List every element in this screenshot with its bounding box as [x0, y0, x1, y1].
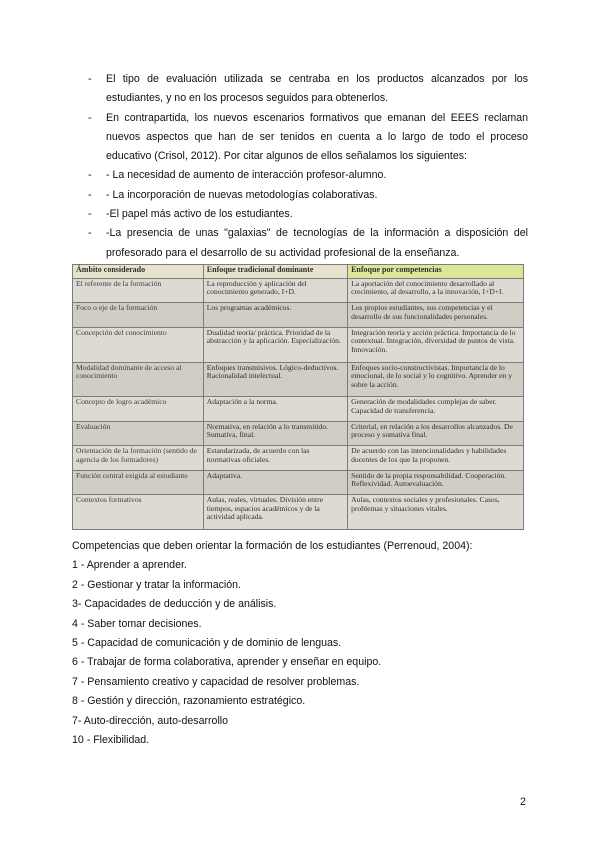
list-item: 5 - Capacidad de comunicación y de dominio de lenguas. — [72, 637, 342, 650]
bullet-marker: - — [88, 208, 92, 221]
bullet-text: -La presencia de unas "galaxias" de tecnologías de la información a disposición del profesorado para el desarrollo de su actividad profesional de la enseñanza. — [106, 227, 528, 259]
table-row — [73, 279, 524, 303]
table-row — [73, 446, 524, 470]
table-cell: Adaptativa. — [203, 470, 347, 494]
table-cell: Función central exigida al estudiante — [73, 470, 204, 494]
header-competencias: Enfoque por competencias — [348, 265, 524, 279]
bullet-item — [88, 166, 528, 185]
table-cell: Sentido de la propia responsabilidad. Cooperación. Reflexividad. Autoevaluación. — [348, 470, 524, 494]
list-item: 3- Capacidades de deducción y de análisis. — [72, 598, 277, 611]
table-cell: Modalidad dominante de acceso al conocimiento — [73, 362, 204, 397]
table-row — [73, 397, 524, 421]
header-ambito: Ámbito considerado — [73, 265, 204, 279]
bullet-marker: - — [88, 169, 92, 182]
bullet-list — [88, 70, 528, 263]
bullet-marker: - — [88, 111, 92, 124]
table-cell: De acuerdo con las intencionalidades y habilidades docentes de los que la proponen. — [348, 446, 524, 470]
bullet-marker: - — [88, 73, 92, 85]
bullet-text: -El papel más activo de los estudiantes. — [106, 208, 293, 221]
table-row — [73, 495, 524, 530]
table-cell: Concepción del conocimiento — [73, 327, 204, 362]
table-cell: Estandarizada, de acuerdo con las normativas oficiales. — [203, 446, 347, 470]
bullet-text: El tipo de evaluación utilizada se centraba en los productos alcanzados por los estudiantes, y no en los procesos seguidos para obtenerlos. — [106, 73, 528, 105]
list-item: 2 - Gestionar y tratar la información. — [72, 578, 241, 591]
competencias-section — [72, 537, 532, 750]
bullet-item — [88, 224, 528, 263]
table-cell: La reproducción y aplicación del conocimiento generado, I+D. — [203, 279, 347, 303]
table-cell: Los programas académicos. — [203, 303, 347, 327]
table-cell: Los propios estudiantes, sus competencias y el desarrollo de sus funcionalidades personales. — [348, 303, 524, 327]
table-row — [73, 327, 524, 362]
bullet-text: - La incorporación de nuevas metodologías colaborativas. — [106, 188, 378, 201]
table-cell: Orientación de la formación (sentido de agencia de los formadores) — [73, 446, 204, 470]
table-row — [73, 303, 524, 327]
table-cell: Adaptación a la norma. — [203, 397, 347, 421]
list-item: 6 - Trabajar de forma colaborativa, aprender y enseñar en equipo. — [72, 656, 382, 669]
list-item: 10 - Flexibilidad. — [72, 734, 150, 747]
table-cell: Normativa, en relación a lo transmitido. Sumativa, final. — [203, 421, 347, 445]
bullet-item — [88, 70, 528, 109]
page-number: 2 — [520, 796, 526, 808]
competencias-intro: Competencias que deben orientar la formación de los estudiantes (Perrenoud, 2004): — [72, 540, 473, 552]
comparison-table — [72, 264, 524, 530]
bullet-text: - La necesidad de aumento de interacción profesor-alumno. — [106, 169, 387, 182]
table-cell: Generación de modalidades complejas de saber. Capacidad de transferencia. — [348, 397, 524, 421]
table-cell: El referente de la formación — [73, 279, 204, 303]
table-cell: Evaluación — [73, 421, 204, 445]
list-item: 8 - Gestión y dirección, razonamiento estratégico. — [72, 695, 306, 708]
list-item: 4 - Saber tomar decisiones. — [72, 617, 202, 630]
bullet-marker: - — [88, 227, 92, 240]
list-item: 7 - Pensamiento creativo y capacidad de resolver problemas. — [72, 675, 360, 688]
bullet-text: En contrapartida, los nuevos escenarios formativos que emanan del EEES reclaman nuevos aspectos que han de ser tenidos en cuenta a lo largo de todo el proceso educativo (Crisol, 2012). Por citar algunos de ellos señalamos los siguientes: — [106, 111, 528, 163]
bullet-marker: - — [88, 188, 92, 201]
table-cell: Foco o eje de la formación — [73, 303, 204, 327]
table-row — [73, 421, 524, 445]
table-cell: Enfoques socio-constructivistas. Importancia de lo emocional, de lo social y lo cognitivo. Aprender en y sobre la acción. — [348, 362, 524, 397]
table-cell: Aulas, reales, virtuales. División entre tiempos, espacios académicos y de la actividad aplicada. — [203, 495, 347, 530]
table-cell: Enfoques transmisivos. Lógico-deductivos. Racionalidad intelectual. — [203, 362, 347, 397]
list-item: 1 - Aprender a aprender. — [72, 559, 187, 572]
table-cell: La aportación del conocimiento desarrollado al crecimiento, al desarrollo, a la innovación, I+D+I. — [348, 279, 524, 303]
bullet-item — [88, 109, 528, 167]
table-header-row — [73, 265, 524, 279]
bullet-item — [88, 186, 528, 205]
table-row — [73, 470, 524, 494]
list-item: 7- Auto-dirección, auto-desarrollo — [72, 714, 229, 727]
table-cell: Criterial, en relación a los desarrollos alcanzados. De proceso y sumativa final. — [348, 421, 524, 445]
table-cell: Contextos formativos — [73, 495, 204, 530]
table-cell: Concepto de logro académico — [73, 397, 204, 421]
table-row — [73, 362, 524, 397]
table-cell: Integración teoría y acción práctica. Importancia de lo contextual. Integración, diversidad de puntos de vista. Innovación. — [348, 327, 524, 362]
bullet-item — [88, 205, 528, 224]
table-cell: Dualidad teoría/ práctica. Prioridad de la abstracción y la aplicación. Especialización. — [203, 327, 347, 362]
header-tradicional: Enfoque tradicional dominante — [203, 265, 347, 279]
table-cell: Aulas, contextos sociales y profesionales. Casos, problemas y situaciones vitales. — [348, 495, 524, 530]
table-photo — [72, 264, 524, 530]
